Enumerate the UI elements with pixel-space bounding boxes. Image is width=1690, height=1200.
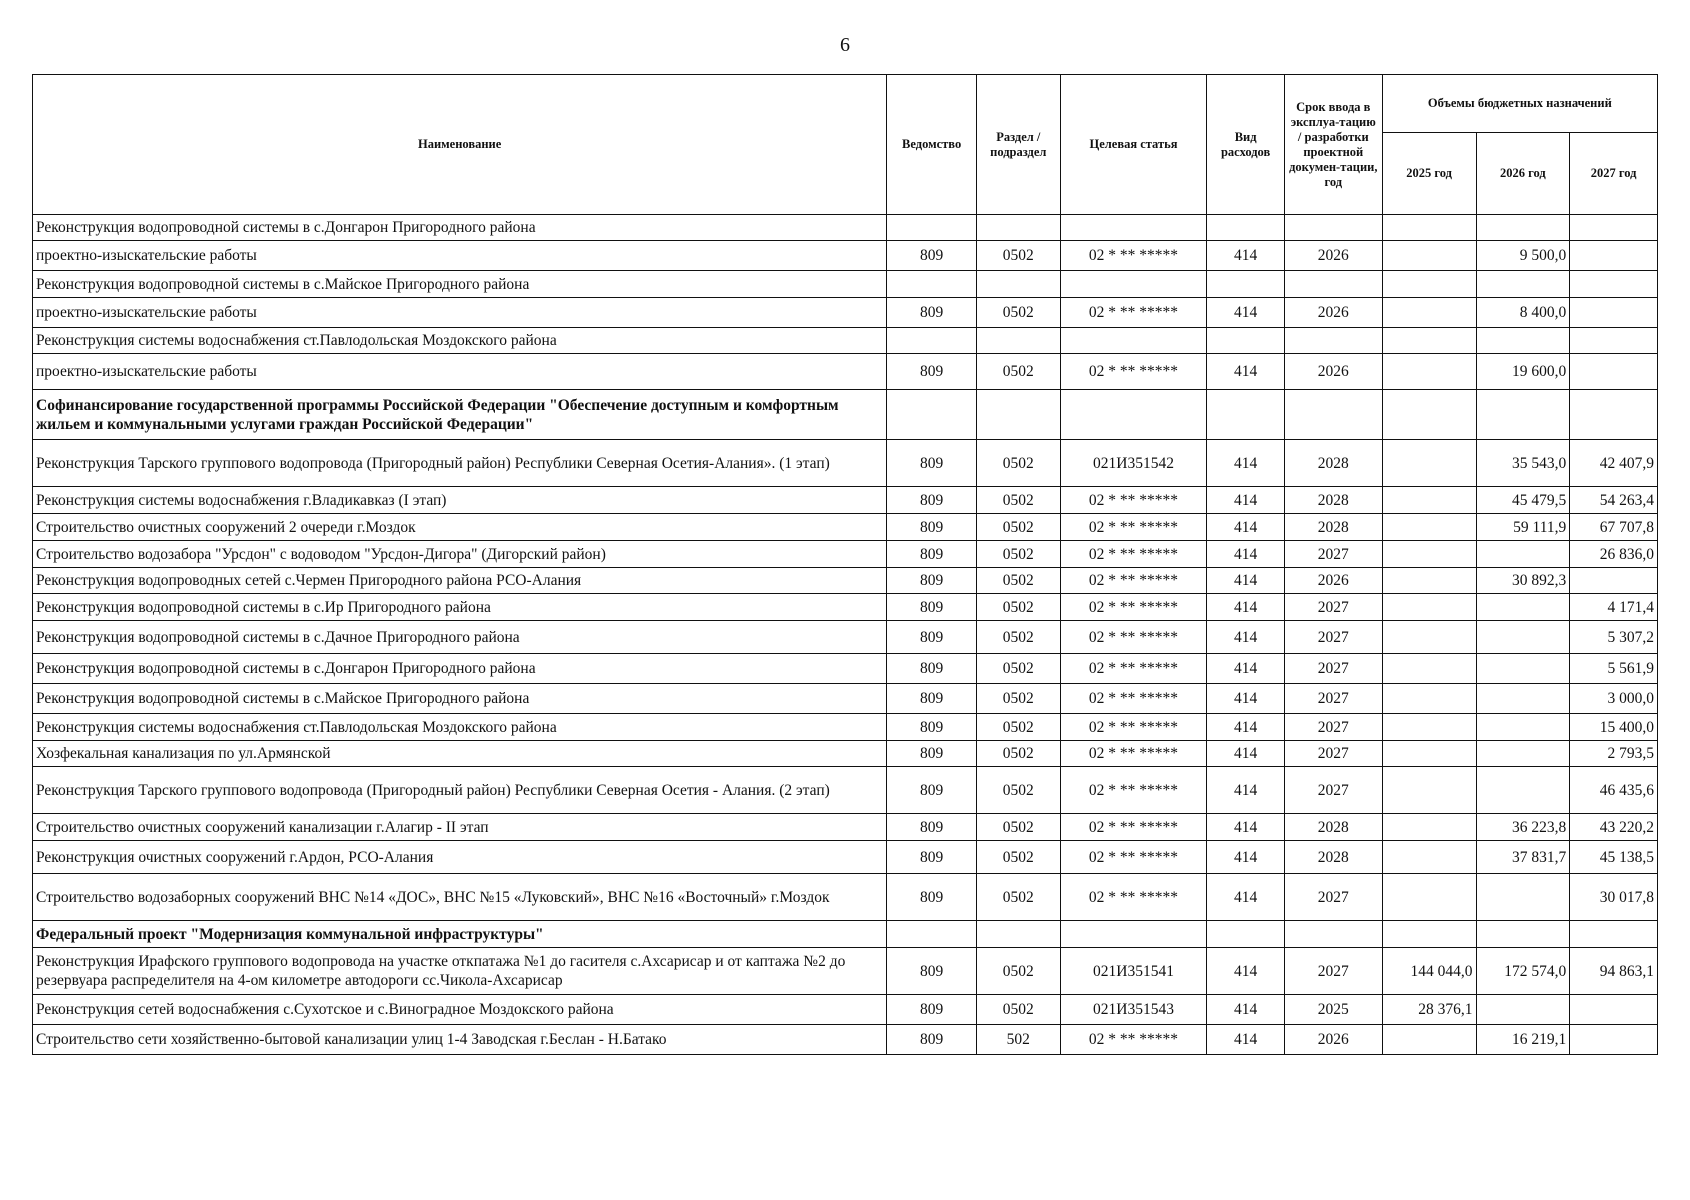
table-row: [33, 684, 1658, 714]
row-expense: 414: [1207, 241, 1284, 271]
table-row: [33, 921, 1658, 948]
row-expense: 414: [1207, 621, 1284, 654]
row-value-2025: [1382, 514, 1476, 541]
row-name: Реконструкция системы водоснабжения ст.Павлодольская Моздокского района: [33, 328, 887, 354]
table-row: [33, 514, 1658, 541]
table-row: [33, 995, 1658, 1025]
table-row: [33, 741, 1658, 767]
row-term: 2028: [1284, 440, 1382, 487]
row-dept: [887, 921, 977, 948]
row-name: Реконструкция системы водоснабжения ст.Павлодольская Моздокского района: [33, 714, 887, 741]
table-row: [33, 440, 1658, 487]
row-name: Строительство водозаборных сооружений ВНС №14 «ДОС», ВНС №15 «Луковский», ВНС №16 «Восточный» г.Моздок: [33, 874, 887, 921]
row-value-2027: 46 435,6: [1570, 767, 1658, 814]
row-target: [1060, 215, 1207, 241]
row-target: 02 * ** *****: [1060, 1025, 1207, 1055]
header-name: Наименование: [33, 75, 887, 215]
row-value-2025: [1382, 568, 1476, 594]
row-term: [1284, 328, 1382, 354]
row-value-2026: 45 479,5: [1476, 487, 1570, 514]
row-value-2026: [1476, 874, 1570, 921]
row-section: 0502: [977, 841, 1061, 874]
row-value-2027: 43 220,2: [1570, 814, 1658, 841]
row-target: 021И351543: [1060, 995, 1207, 1025]
row-term: 2027: [1284, 874, 1382, 921]
row-expense: 414: [1207, 440, 1284, 487]
row-target: 02 * ** *****: [1060, 814, 1207, 841]
header-term: Срок ввода в эксплуа-тацию / разработки проектной докумен-тации, год: [1284, 75, 1382, 215]
row-target: 02 * ** *****: [1060, 767, 1207, 814]
row-value-2026: [1476, 714, 1570, 741]
row-value-2026: 19 600,0: [1476, 354, 1570, 390]
row-term: 2027: [1284, 541, 1382, 568]
row-name: проектно-изыскательские работы: [33, 354, 887, 390]
row-value-2025: [1382, 874, 1476, 921]
row-dept: 809: [887, 541, 977, 568]
row-term: 2028: [1284, 814, 1382, 841]
row-term: [1284, 390, 1382, 440]
row-value-2026: 9 500,0: [1476, 241, 1570, 271]
row-expense: [1207, 271, 1284, 298]
row-value-2025: 144 044,0: [1382, 948, 1476, 995]
table-row: [33, 621, 1658, 654]
row-value-2027: [1570, 241, 1658, 271]
row-name: Реконструкция Тарского группового водопровода (Пригородный район) Республики Северная Осетия - Алания. (2 этап): [33, 767, 887, 814]
row-value-2025: [1382, 440, 1476, 487]
row-name: проектно-изыскательские работы: [33, 298, 887, 328]
row-target: 02 * ** *****: [1060, 568, 1207, 594]
row-value-2026: [1476, 995, 1570, 1025]
row-dept: 809: [887, 654, 977, 684]
header-volumes: Объемы бюджетных назначений: [1382, 75, 1657, 133]
row-name: Реконструкция водопроводной системы в с.Майское Пригородного района: [33, 271, 887, 298]
row-term: 2027: [1284, 684, 1382, 714]
row-value-2027: 15 400,0: [1570, 714, 1658, 741]
row-value-2025: [1382, 241, 1476, 271]
row-target: 02 * ** *****: [1060, 841, 1207, 874]
row-value-2025: [1382, 271, 1476, 298]
row-value-2025: [1382, 714, 1476, 741]
row-dept: [887, 215, 977, 241]
row-name: Реконструкция водопроводной системы в с.Донгарон Пригородного района: [33, 215, 887, 241]
row-value-2027: 45 138,5: [1570, 841, 1658, 874]
row-name: Строительство водозабора "Урсдон" с водоводом "Урсдон-Дигора" (Дигорский район): [33, 541, 887, 568]
row-name: Строительство очистных сооружений канализации г.Алагир - II этап: [33, 814, 887, 841]
table-row: [33, 814, 1658, 841]
row-section: 0502: [977, 995, 1061, 1025]
row-target: 02 * ** *****: [1060, 541, 1207, 568]
table-row: [33, 874, 1658, 921]
row-value-2025: [1382, 298, 1476, 328]
row-expense: 414: [1207, 741, 1284, 767]
header-target: Целевая статья: [1060, 75, 1207, 215]
row-value-2027: 4 171,4: [1570, 594, 1658, 621]
row-value-2026: [1476, 921, 1570, 948]
row-term: 2025: [1284, 995, 1382, 1025]
row-value-2027: 3 000,0: [1570, 684, 1658, 714]
row-target: [1060, 390, 1207, 440]
row-value-2025: [1382, 621, 1476, 654]
row-dept: [887, 390, 977, 440]
row-value-2027: 42 407,9: [1570, 440, 1658, 487]
row-value-2027: [1570, 390, 1658, 440]
row-expense: [1207, 921, 1284, 948]
row-term: 2026: [1284, 298, 1382, 328]
row-value-2025: [1382, 1025, 1476, 1055]
row-term: 2028: [1284, 514, 1382, 541]
row-name: Федеральный проект "Модернизация коммунальной инфраструктуры": [33, 921, 887, 948]
row-target: 02 * ** *****: [1060, 354, 1207, 390]
row-name: Реконструкция Тарского группового водопровода (Пригородный район) Республики Северная Осетия-Алания». (1 этап): [33, 440, 887, 487]
row-term: 2027: [1284, 767, 1382, 814]
table-row: [33, 328, 1658, 354]
header-expense: Вид расходов: [1207, 75, 1284, 215]
row-value-2027: [1570, 215, 1658, 241]
row-dept: 809: [887, 354, 977, 390]
row-term: [1284, 271, 1382, 298]
row-value-2026: [1476, 654, 1570, 684]
row-section: 0502: [977, 594, 1061, 621]
row-expense: 414: [1207, 568, 1284, 594]
row-dept: 809: [887, 874, 977, 921]
row-target: 02 * ** *****: [1060, 594, 1207, 621]
row-section: 0502: [977, 741, 1061, 767]
row-value-2027: [1570, 1025, 1658, 1055]
page-number: 6: [840, 34, 850, 56]
row-dept: 809: [887, 1025, 977, 1055]
row-dept: [887, 271, 977, 298]
row-dept: [887, 328, 977, 354]
row-expense: 414: [1207, 841, 1284, 874]
row-value-2027: 5 307,2: [1570, 621, 1658, 654]
row-value-2026: [1476, 328, 1570, 354]
row-section: [977, 328, 1061, 354]
row-section: 0502: [977, 487, 1061, 514]
table-row: [33, 390, 1658, 440]
table-row: [33, 354, 1658, 390]
header-2025: 2025 год: [1382, 133, 1476, 215]
row-value-2025: [1382, 354, 1476, 390]
row-section: 0502: [977, 621, 1061, 654]
row-dept: 809: [887, 514, 977, 541]
row-value-2025: [1382, 841, 1476, 874]
row-value-2027: [1570, 568, 1658, 594]
row-name: Хозфекальная канализация по ул.Армянской: [33, 741, 887, 767]
row-value-2026: [1476, 541, 1570, 568]
row-dept: 809: [887, 814, 977, 841]
row-dept: 809: [887, 767, 977, 814]
row-expense: 414: [1207, 714, 1284, 741]
row-expense: 414: [1207, 354, 1284, 390]
row-term: 2026: [1284, 568, 1382, 594]
row-value-2026: 8 400,0: [1476, 298, 1570, 328]
row-value-2027: 30 017,8: [1570, 874, 1658, 921]
row-value-2026: [1476, 271, 1570, 298]
row-term: 2027: [1284, 741, 1382, 767]
row-value-2027: 54 263,4: [1570, 487, 1658, 514]
row-target: 02 * ** *****: [1060, 654, 1207, 684]
header-2027: 2027 год: [1570, 133, 1658, 215]
row-expense: 414: [1207, 541, 1284, 568]
row-value-2027: 2 793,5: [1570, 741, 1658, 767]
row-value-2025: [1382, 741, 1476, 767]
table-row: [33, 841, 1658, 874]
row-target: [1060, 328, 1207, 354]
row-value-2026: 172 574,0: [1476, 948, 1570, 995]
row-target: 02 * ** *****: [1060, 514, 1207, 541]
table-row: [33, 298, 1658, 328]
row-term: [1284, 215, 1382, 241]
header-2026: 2026 год: [1476, 133, 1570, 215]
row-term: 2028: [1284, 841, 1382, 874]
row-dept: 809: [887, 948, 977, 995]
table-row: [33, 654, 1658, 684]
row-term: 2027: [1284, 594, 1382, 621]
budget-table: [32, 74, 1658, 1055]
table-row: [33, 1025, 1658, 1055]
row-value-2025: [1382, 328, 1476, 354]
row-value-2025: [1382, 654, 1476, 684]
row-value-2025: [1382, 390, 1476, 440]
row-value-2027: 5 561,9: [1570, 654, 1658, 684]
row-value-2025: [1382, 684, 1476, 714]
row-name: проектно-изыскательские работы: [33, 241, 887, 271]
row-value-2025: [1382, 814, 1476, 841]
row-target: 02 * ** *****: [1060, 714, 1207, 741]
row-section: 0502: [977, 298, 1061, 328]
row-value-2027: [1570, 921, 1658, 948]
row-section: [977, 390, 1061, 440]
row-value-2027: 94 863,1: [1570, 948, 1658, 995]
row-expense: [1207, 328, 1284, 354]
row-value-2027: [1570, 298, 1658, 328]
row-expense: [1207, 215, 1284, 241]
row-section: [977, 271, 1061, 298]
row-expense: [1207, 390, 1284, 440]
row-name: Реконструкция водопроводной системы в с.Донгарон Пригородного района: [33, 654, 887, 684]
table-row: [33, 568, 1658, 594]
row-value-2026: [1476, 684, 1570, 714]
table-row: [33, 767, 1658, 814]
row-target: 02 * ** *****: [1060, 741, 1207, 767]
row-value-2025: [1382, 594, 1476, 621]
row-value-2026: [1476, 390, 1570, 440]
row-name: Реконструкция системы водоснабжения г.Владикавказ (I этап): [33, 487, 887, 514]
table-row: [33, 594, 1658, 621]
row-value-2025: [1382, 541, 1476, 568]
row-dept: 809: [887, 714, 977, 741]
row-section: 0502: [977, 684, 1061, 714]
row-section: 0502: [977, 654, 1061, 684]
row-section: 0502: [977, 541, 1061, 568]
row-section: 0502: [977, 241, 1061, 271]
row-term: 2027: [1284, 948, 1382, 995]
row-name: Реконструкция Ирафского группового водопровода на участке откпатажа №1 до гасителя с.Ахсарисар и от каптажа №2 до резервуара распределителя на 4-ом километре автодороги сс.Чикола-Ахсарисар: [33, 948, 887, 995]
row-target: [1060, 921, 1207, 948]
row-value-2026: 35 543,0: [1476, 440, 1570, 487]
row-dept: 809: [887, 684, 977, 714]
table-row: [33, 215, 1658, 241]
row-expense: 414: [1207, 995, 1284, 1025]
row-dept: 809: [887, 741, 977, 767]
row-dept: 809: [887, 841, 977, 874]
table-row: [33, 241, 1658, 271]
row-target: [1060, 271, 1207, 298]
row-section: 0502: [977, 714, 1061, 741]
row-expense: 414: [1207, 487, 1284, 514]
row-name: Реконструкция очистных сооружений г.Ардон, РСО-Алания: [33, 841, 887, 874]
row-value-2025: [1382, 487, 1476, 514]
row-dept: 809: [887, 298, 977, 328]
row-value-2027: [1570, 354, 1658, 390]
row-target: 02 * ** *****: [1060, 621, 1207, 654]
row-value-2026: [1476, 741, 1570, 767]
row-value-2025: [1382, 767, 1476, 814]
row-value-2026: [1476, 215, 1570, 241]
row-section: [977, 921, 1061, 948]
row-term: 2027: [1284, 714, 1382, 741]
row-target: 02 * ** *****: [1060, 298, 1207, 328]
row-expense: 414: [1207, 948, 1284, 995]
row-dept: 809: [887, 995, 977, 1025]
table-row: [33, 487, 1658, 514]
row-value-2026: [1476, 621, 1570, 654]
row-value-2027: [1570, 271, 1658, 298]
row-dept: 809: [887, 241, 977, 271]
row-section: 0502: [977, 440, 1061, 487]
row-dept: 809: [887, 568, 977, 594]
row-section: [977, 215, 1061, 241]
table-row: [33, 948, 1658, 995]
row-expense: 414: [1207, 767, 1284, 814]
row-section: 0502: [977, 814, 1061, 841]
row-term: 2026: [1284, 241, 1382, 271]
row-value-2027: 26 836,0: [1570, 541, 1658, 568]
row-section: 0502: [977, 514, 1061, 541]
row-term: 2028: [1284, 487, 1382, 514]
row-name: Софинансирование государственной программы Российской Федерации "Обеспечение доступным и комфортным жильем и коммунальными услугами граждан Российской Федерации": [33, 390, 887, 440]
row-expense: 414: [1207, 654, 1284, 684]
table-row: [33, 271, 1658, 298]
row-name: Реконструкция водопроводных сетей с.Чермен Пригородного района РСО-Алания: [33, 568, 887, 594]
row-term: [1284, 921, 1382, 948]
header-dept: Ведомство: [887, 75, 977, 215]
row-target: 021И351542: [1060, 440, 1207, 487]
row-value-2025: 28 376,1: [1382, 995, 1476, 1025]
row-term: 2026: [1284, 354, 1382, 390]
row-section: 0502: [977, 874, 1061, 921]
row-term: 2027: [1284, 621, 1382, 654]
table-body: [33, 215, 1658, 1055]
row-value-2025: [1382, 215, 1476, 241]
row-expense: 414: [1207, 684, 1284, 714]
row-term: 2026: [1284, 1025, 1382, 1055]
row-section: 0502: [977, 354, 1061, 390]
table-row: [33, 714, 1658, 741]
row-expense: 414: [1207, 814, 1284, 841]
row-section: 502: [977, 1025, 1061, 1055]
row-value-2027: [1570, 995, 1658, 1025]
row-dept: 809: [887, 594, 977, 621]
header-section: Раздел / подраздел: [977, 75, 1061, 215]
row-dept: 809: [887, 440, 977, 487]
row-value-2026: 59 111,9: [1476, 514, 1570, 541]
row-expense: 414: [1207, 1025, 1284, 1055]
row-target: 02 * ** *****: [1060, 241, 1207, 271]
row-term: 2027: [1284, 654, 1382, 684]
row-value-2026: [1476, 767, 1570, 814]
row-target: 021И351541: [1060, 948, 1207, 995]
row-value-2025: [1382, 921, 1476, 948]
row-value-2026: 37 831,7: [1476, 841, 1570, 874]
row-name: Строительство очистных сооружений 2 очереди г.Моздок: [33, 514, 887, 541]
row-value-2026: 30 892,3: [1476, 568, 1570, 594]
row-dept: 809: [887, 487, 977, 514]
table-row: [33, 541, 1658, 568]
row-value-2026: [1476, 594, 1570, 621]
row-target: 02 * ** *****: [1060, 487, 1207, 514]
row-value-2026: 36 223,8: [1476, 814, 1570, 841]
row-name: Реконструкция сетей водоснабжения с.Сухотское и с.Виноградное Моздокского района: [33, 995, 887, 1025]
row-section: 0502: [977, 568, 1061, 594]
row-value-2027: 67 707,8: [1570, 514, 1658, 541]
row-expense: 414: [1207, 514, 1284, 541]
row-expense: 414: [1207, 594, 1284, 621]
row-name: Реконструкция водопроводной системы в с.Дачное Пригородного района: [33, 621, 887, 654]
row-expense: 414: [1207, 298, 1284, 328]
row-name: Реконструкция водопроводной системы в с.Майское Пригородного района: [33, 684, 887, 714]
row-expense: 414: [1207, 874, 1284, 921]
row-value-2027: [1570, 328, 1658, 354]
row-section: 0502: [977, 948, 1061, 995]
row-target: 02 * ** *****: [1060, 684, 1207, 714]
row-dept: 809: [887, 621, 977, 654]
row-value-2026: 16 219,1: [1476, 1025, 1570, 1055]
row-name: Реконструкция водопроводной системы в с.Ир Пригородного района: [33, 594, 887, 621]
row-name: Строительство сети хозяйственно-бытовой канализации улиц 1-4 Заводская г.Беслан - Н.Батако: [33, 1025, 887, 1055]
row-target: 02 * ** *****: [1060, 874, 1207, 921]
row-section: 0502: [977, 767, 1061, 814]
